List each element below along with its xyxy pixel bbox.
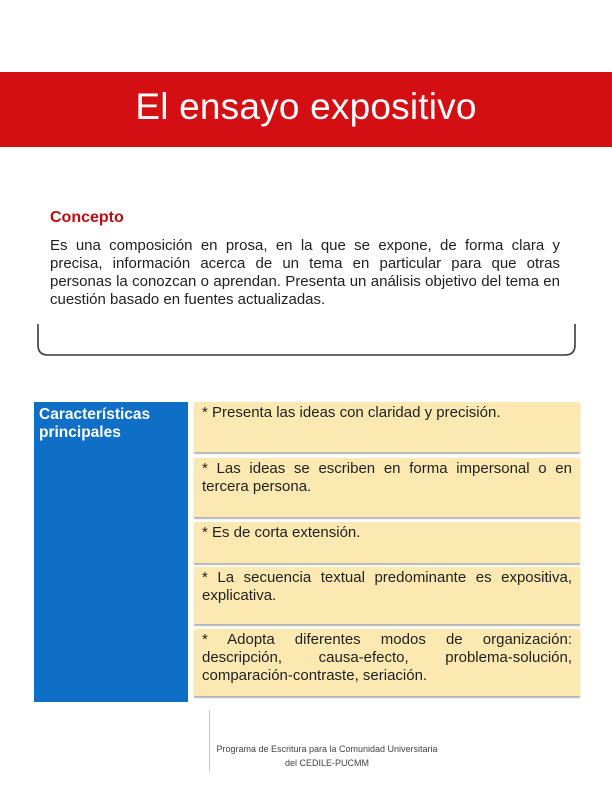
features-section bbox=[34, 402, 580, 702]
concept-heading: Concepto bbox=[50, 209, 124, 226]
feature-item-length: * Es de corta extensión. bbox=[194, 522, 580, 563]
concept-frame bbox=[35, 322, 578, 358]
title-banner bbox=[0, 72, 612, 147]
concept-section bbox=[35, 207, 578, 357]
footer-line-1: Programa de Escritura para la Comunidad Universitaria bbox=[216, 744, 438, 754]
features-label-panel bbox=[34, 402, 188, 702]
concept-body: Es una composición en prosa, en la que se expone, de forma clara y precisa, información acerca de un tema en particular para que otras personas la conozcan o aprendan. Presenta un análisis objetivo del tema en cuestión basado en fuentes actualizadas. bbox=[50, 237, 560, 308]
feature-item-sequence: * La secuencia textual predominante es expositiva, explicativa. bbox=[194, 567, 580, 624]
footer-credit bbox=[204, 742, 450, 770]
feature-item-impersonal: * Las ideas se escriben en forma impersonal o en tercera persona. bbox=[194, 458, 580, 517]
footer-line-2: del CEDILE-PUCMM bbox=[284, 758, 369, 768]
feature-item-organization: * Adopta diferentes modos de organización: descripción, causa-efecto, problema-solución, comparación-contraste, seriación. bbox=[194, 629, 580, 696]
page-title: El ensayo expositivo bbox=[135, 85, 477, 127]
features-label: Características principales bbox=[39, 406, 151, 441]
feature-item-clarity: * Presenta las ideas con claridad y precisión. bbox=[194, 402, 580, 452]
